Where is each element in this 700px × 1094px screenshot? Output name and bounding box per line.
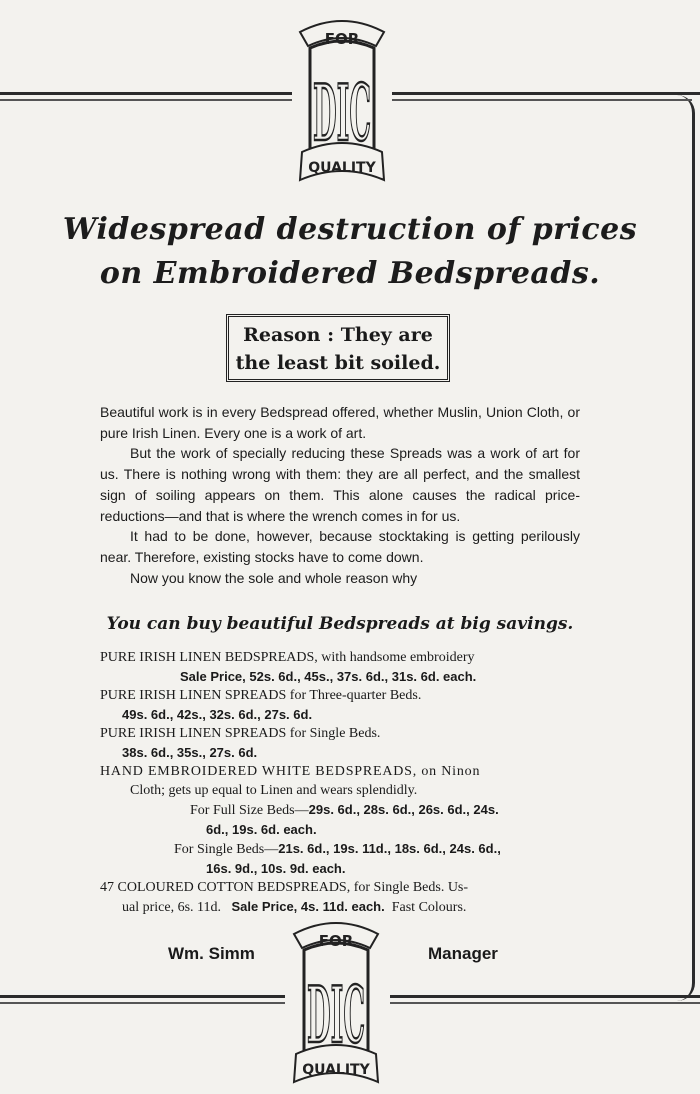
svg-text:FOR: FOR [324,30,360,48]
headline [60,208,640,296]
reason-box [226,314,450,382]
bottom-rule-left [0,995,285,998]
full-size-price: 29s. 6d., 28s. 6d., 26s. 6d., 24s. [308,802,499,817]
top-rule-left [0,92,292,95]
item-three-quarter-price: 49s. 6d., 42s., 32s. 6d., 27s. 6d. [122,707,313,722]
dic-quality-logo-bottom [286,904,382,1090]
item-single-beds-price: 38s. 6d., 35s., 27s. 6d. [122,745,258,760]
headline-line-2: on Embroidered Bedspreads. [99,256,601,291]
body-paragraph-1: Beautiful work is in every Bedspread offered, whether Muslin, Union Cloth, or pure Irish Linen. Every one is a work of art. [100,404,580,441]
svg-text:DIC: DIC [307,970,365,1061]
item-single-beds-title: PURE IRISH LINEN SPREADS for Single Beds. [100,726,381,741]
bottom-rule-left-thin [0,1002,285,1004]
dic-quality-logo-top [292,2,388,188]
item-hand-embroidered-desc: Cloth; gets up equal to Linen and wears splendidly. [130,783,418,798]
body-copy [100,402,580,588]
coloured-note: Fast Colours. [391,900,467,915]
bottom-rule-right-thin [390,1002,700,1004]
top-rule-left-thin [0,99,292,101]
item-irish-linen-price: Sale Price, 52s. 6d., 45s., 37s. 6d., 31s. 6d. each. [180,669,477,684]
coloured-usual-price: ual price, 6s. 11d. [122,900,222,915]
coloured-sale-price: Sale Price, 4s. 11d. each. [231,899,385,914]
reason-line-1: Reason : They are [243,324,433,346]
svg-text:FOR: FOR [318,932,354,950]
body-paragraph-4: Now you know the sole and whole reason why [130,569,418,586]
item-irish-linen-title: PURE IRISH LINEN BEDSPREADS, with handsome embroidery [100,650,475,665]
svg-text:QUALITY: QUALITY [302,1062,370,1078]
price-list [100,648,585,917]
item-three-quarter-title: PURE IRISH LINEN SPREADS for Three-quarter Beds. [100,688,422,703]
item-coloured-cotton-title: 47 COLOURED COTTON BEDSPREADS, for Single Beds. Us- [100,880,469,895]
body-paragraph-2: But the work of specially reducing these Spreads was a work of art for us. There is nothing wrong with them: they are all perfect, and the smallest sign of soiling appears on them. This alone causes the radical price-reductions—and that is where the wrench comes in for us. [100,445,580,524]
svg-text:QUALITY: QUALITY [308,160,376,176]
single-size-price: 21s. 6d., 19s. 11d., 18s. 6d., 24s. 6d., [278,841,501,856]
single-size-label: For Single Beds— [174,842,279,857]
dic-shield-icon [286,904,386,1090]
svg-text:DIC: DIC [313,68,371,159]
item-single-size-row [100,839,585,859]
full-size-label: For Full Size Beds— [190,803,309,818]
reason-line-2: the least bit soiled. [235,352,441,374]
signature-title: Manager [428,944,498,963]
body-paragraph-3: It had to be done, however, because stocktaking is getting perilously near. Therefore, existing stocks have to come down. [100,528,580,565]
dic-shield-icon [292,2,392,188]
item-hand-embroidered-title: HAND EMBROIDERED WHITE BEDSPREADS, on Ninon [100,764,481,779]
savings-heading: You can buy beautiful Bedspreads at big savings. [106,614,574,634]
top-rule-right-thin [392,99,692,101]
full-size-price-cont: 6d., 19s. 6d. each. [206,822,317,837]
item-full-size-row [100,800,585,820]
single-size-price-cont: 16s. 9d., 10s. 9d. each. [206,861,346,876]
bottom-rule-right [390,995,700,998]
signature-name: Wm. Simm [168,944,255,963]
top-rule-right [392,92,700,95]
headline-line-1: Widespread destruction of prices [62,212,638,247]
